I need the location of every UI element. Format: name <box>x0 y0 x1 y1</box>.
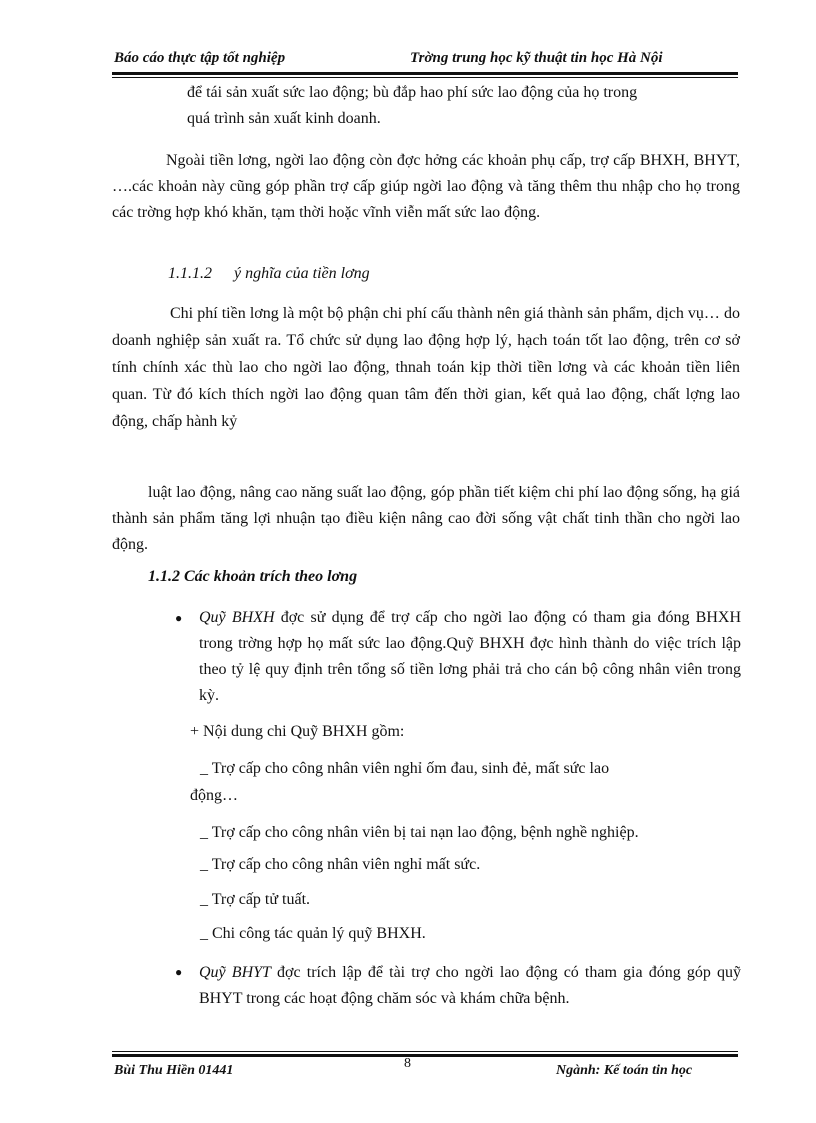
bullet-dot-icon: ● <box>175 965 183 979</box>
bullet-text: đợc trích lập để tài trợ cho ngời lao động có tham gia đóng góp quỹ BHYT trong các hoạt động chăm sóc và khám chữa bệnh. <box>199 964 742 1007</box>
footer-major: Ngành: Kế toán tin học <box>556 1063 693 1078</box>
bullet-term: Quỹ BHYT <box>199 964 271 981</box>
list-item: _ Trợ cấp tử tuất. <box>200 891 311 908</box>
bullet-dot-icon: ● <box>175 611 183 625</box>
page-number: 8 <box>404 1056 411 1071</box>
header-rule-thin <box>112 77 738 78</box>
bullet-bhxh-fund <box>199 605 741 709</box>
footer-rule-thin <box>112 1051 738 1052</box>
paragraph-meaning-of-salary: Chi phí tiền lơng là một bộ phận chi phí cấu thành nên giá thành sản phẩm, dịch vụ… do doanh nghiệp sản xuất ra. Tổ chức sử dụng lao động hợp lý, hạch toán tốt lao động, trên cơ sở tính chính xác thù lao cho ngời lao động, thnah toán kịp thời tiền lơng và các khoản tiền liên quan. Từ đó kích thích ngời lao động quan tâm đến thời gian, kết quả lao động, chất lợng lao động, chấp hành kỷ <box>112 305 740 430</box>
content-heading: + Nội dung chi Quỹ BHXH gồm: <box>190 723 405 740</box>
paragraph-allowances: Ngoài tiền lơng, ngời lao động còn đợc hởng các khoản phụ cấp, trợ cấp BHXH, BHYT, ….các khoản này cũng góp phần trợ cấp giúp ngời lao động và tăng thêm thu nhập cho họ trong các trờng hợp khó khăn, tạm thời hoặc vĩnh viễn mất sức lao động. <box>112 152 740 221</box>
list-item-continuation: động… <box>190 787 238 804</box>
bullet-term: Quỹ BHXH <box>199 609 275 626</box>
footer-rule <box>112 1054 738 1057</box>
list-item: _ Chi công tác quản lý quỹ BHXH. <box>200 925 426 942</box>
header-rule <box>112 72 738 75</box>
section-heading-1112 <box>168 265 370 283</box>
section-heading-112: 1.1.2 Các khoản trích theo lơng <box>148 568 358 585</box>
list-item: _ Trợ cấp cho công nhân viên bị tai nạn lao động, bệnh nghề nghiệp. <box>200 824 639 841</box>
bullet-text: đợc sử dụng để trợ cấp cho ngời lao động có tham gia đóng BHXH trong trờng hợp họ mất sức lao động.Quỹ BHXH đợc hình thành do việc trích lập theo tỷ lệ quy định trên tổng số tiền lơng phải trả cho cán bộ công nhân viên trong kỳ. <box>199 609 742 704</box>
paragraph-continuation-line2: quá trình sản xuất kinh doanh. <box>187 110 381 127</box>
header-left-text: Báo cáo thực tập tốt nghiệp <box>114 50 286 66</box>
bullet-bhyt-fund <box>199 960 741 1012</box>
paragraph-continuation-line1: để tái sản xuất sức lao động; bù đắp hao phí sức lao động của họ trong <box>187 84 638 101</box>
paragraph-labor-discipline: luật lao động, nâng cao năng suất lao động, góp phần tiết kiệm chi phí lao động sống, hạ giá thành sản phẩm tăng lợi nhuận tạo điều kiện nâng cao đời sống vật chất tinh thần cho ngời lao động. <box>112 484 740 553</box>
list-item: _ Trợ cấp cho công nhân viên nghỉ mất sức. <box>200 856 481 873</box>
section-number: 1.1.1.2 <box>168 265 212 282</box>
section-title: ý nghĩa của tiền lơng <box>234 265 370 282</box>
header-right-text: Trờng trung học kỹ thuật tin học Hà Nội <box>410 50 663 66</box>
footer-author: Bùi Thu Hiền 01441 <box>114 1063 234 1078</box>
list-item: _ Trợ cấp cho công nhân viên nghỉ ốm đau, sinh đẻ, mất sức lao <box>200 760 610 777</box>
